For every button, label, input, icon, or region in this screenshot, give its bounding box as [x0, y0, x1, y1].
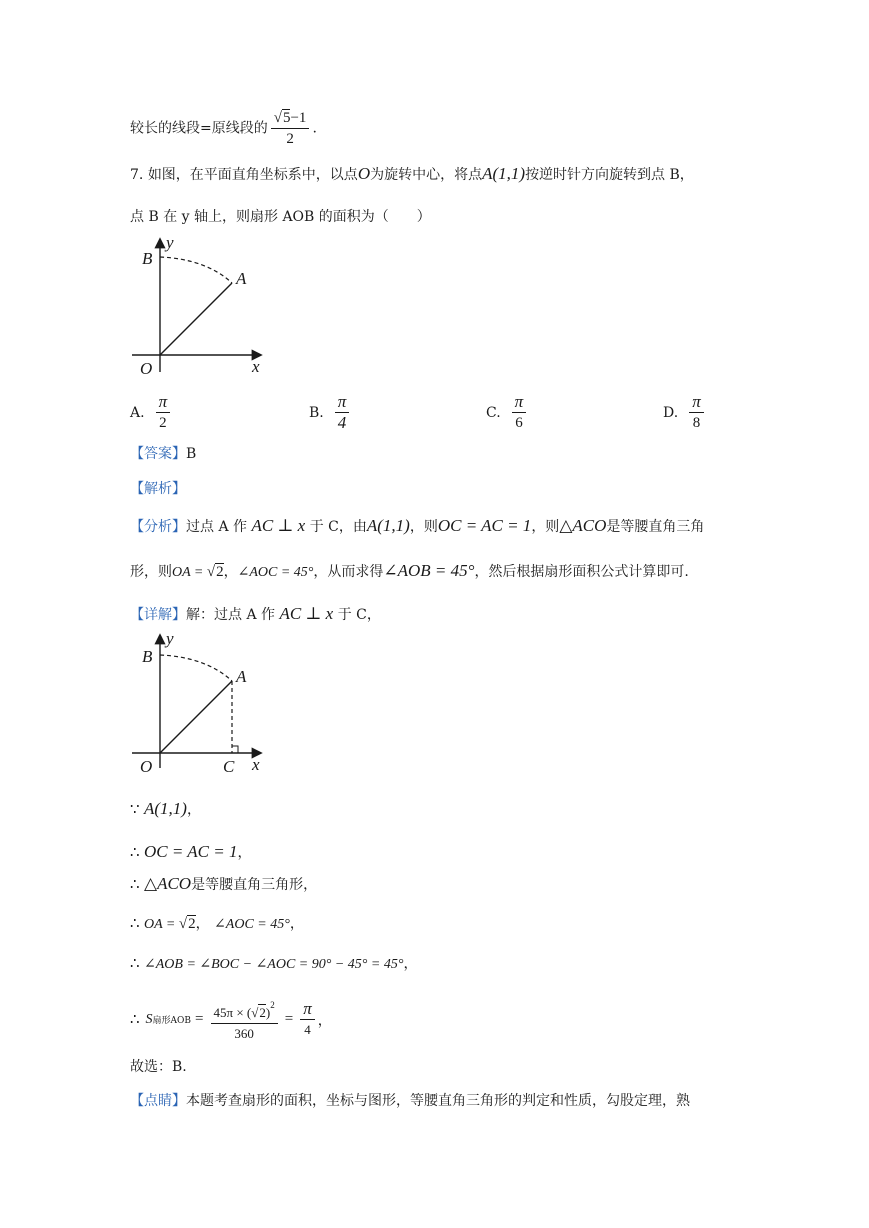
sqrt-radicand: 5: [282, 110, 291, 126]
because-symbol: ∵: [130, 802, 140, 818]
answer-value: B: [186, 446, 197, 462]
step-text: ，: [403, 956, 418, 972]
label-a: A: [236, 667, 247, 686]
arc-ab: [160, 257, 232, 283]
segment-oa: [160, 283, 232, 355]
step-text: ，: [289, 916, 304, 932]
analysis-text: ，从而求得: [313, 564, 384, 580]
label-y: y: [166, 630, 174, 648]
option-letter: B.: [309, 404, 324, 421]
option-fraction: $\frac{\pi}{4}$: [335, 392, 350, 433]
analysis-math: △ACO: [559, 516, 607, 535]
intro-line: [130, 108, 317, 149]
analysis-math: OC = AC = 1: [437, 516, 532, 535]
label-b: B: [142, 647, 153, 666]
question-text-3: 按逆时针方向旋转到点 B，: [525, 167, 694, 183]
equals-sign: =: [284, 1011, 294, 1027]
sqrt-radicand: 2: [216, 564, 224, 580]
intro-prefix: 较长的线段=原线段的: [130, 120, 268, 137]
step-math: ∠AOB = ∠BOC − ∠AOC = 90° − 45° = 45°: [144, 957, 404, 972]
jiexi-line: [130, 478, 186, 498]
therefore-symbol: ∴: [130, 956, 140, 972]
area-fraction: $\frac{45\pi \times (√2)^2}{360}$: [211, 995, 278, 1044]
analysis-text: 形，则: [130, 564, 172, 580]
analysis-math: AC ⊥ x: [251, 516, 306, 535]
detail-text: 解：过点 A 作: [186, 607, 276, 623]
numerator-part: ): [265, 1005, 271, 1020]
analysis-text: ，: [223, 564, 238, 580]
question-text-2: 为旋转中心，将点: [370, 167, 483, 183]
option-a[interactable]: [130, 392, 173, 433]
analysis-tag: 【分析】: [130, 519, 186, 535]
therefore-symbol: ∴: [130, 1012, 140, 1028]
option-d[interactable]: [663, 392, 707, 433]
therefore-symbol: ∴: [130, 916, 140, 932]
conclusion: 故选：B.: [130, 1059, 187, 1075]
label-x: x: [252, 357, 260, 376]
analysis-text: 是等腰直角三角: [606, 519, 705, 535]
dianjing-line: [130, 1090, 690, 1110]
area-symbol: S: [145, 1011, 153, 1027]
question-line-2: [130, 206, 431, 226]
sqrt-radicand: 2: [259, 1005, 266, 1020]
label-a: A: [236, 269, 247, 288]
question-line-1: [130, 164, 694, 184]
point-a: A(1,1): [482, 164, 526, 183]
arc-ab: [160, 655, 232, 681]
option-fraction: $\frac{\pi}{8}$: [689, 392, 704, 433]
therefore-symbol: ∴: [130, 877, 140, 893]
label-y: y: [166, 233, 174, 252]
right-angle-mark: [232, 746, 238, 753]
question-text-1: 如图，在平面直角坐标系中，以点: [147, 167, 358, 183]
detail-line: [130, 604, 381, 624]
step-2: [130, 842, 251, 862]
rotation-center: O: [357, 164, 371, 183]
segment-oa: [160, 681, 232, 753]
step-math: OC = AC = 1: [144, 842, 238, 861]
option-fraction: $\frac{\pi}{6}$: [512, 392, 527, 433]
analysis-text: ，则: [409, 519, 438, 535]
dianjing-tag: 【点睛】: [130, 1093, 186, 1109]
area-subscript: 扇形AOB: [152, 1016, 192, 1026]
option-letter: D.: [663, 404, 679, 421]
option-letter: A.: [130, 404, 145, 421]
label-o: O: [140, 757, 153, 776]
result-fraction: $\frac{\pi}{4}$: [300, 999, 315, 1040]
analysis-math: A(1,1): [366, 516, 410, 535]
question-text-4: 点 B 在 y 轴上，则扇形 AOB 的面积为（ ）: [130, 209, 431, 225]
step-3: [130, 874, 317, 894]
detail-math: AC ⊥ x: [279, 604, 334, 623]
answer-line: [130, 443, 196, 463]
option-c[interactable]: [486, 392, 529, 433]
step-4: ∴ OA = √2， ∠AOC = 45°，: [130, 916, 304, 932]
analysis-math: ∠AOB = 45°: [383, 561, 475, 580]
analysis-math: ∠AOC = 45°: [237, 565, 314, 580]
step-text: ，: [195, 916, 210, 932]
option-letter: C.: [486, 404, 501, 421]
answer-tag: 【答案】: [130, 446, 186, 462]
num-rest: −1: [290, 110, 307, 126]
step-math: OA =: [144, 917, 179, 932]
jiexi-tag: 【解析】: [130, 481, 186, 497]
sqrt-radicand: 2: [188, 916, 196, 932]
option-fraction: $\frac{\pi}{2}$: [156, 392, 171, 433]
analysis-math: OA =: [172, 565, 207, 580]
step-text: ，: [186, 802, 201, 818]
analysis-text: ，则: [531, 519, 560, 535]
fraction-denominator: 2: [286, 131, 294, 147]
detail-tag: 【详解】: [130, 607, 186, 623]
intro-suffix: .: [312, 120, 317, 137]
therefore-symbol: ∴: [130, 845, 140, 861]
label-o: O: [140, 359, 153, 378]
analysis-line-1: [130, 516, 704, 536]
step-math: ∠AOC = 45°: [214, 917, 290, 932]
analysis-text: 于 C，由: [309, 519, 367, 535]
step-text: ，: [317, 1012, 332, 1029]
step-text: ，: [237, 845, 252, 861]
step-math: △ACO: [144, 874, 192, 893]
step-5: [130, 953, 417, 973]
dianjing-text: 本题考查扇形的面积，坐标与图形，等腰直角三角形的判定和性质，勾股定理，熟: [186, 1093, 690, 1109]
label-b: B: [142, 249, 153, 268]
numerator-part: 45π × (: [213, 1005, 252, 1020]
exponent: 2: [270, 1000, 275, 1010]
figure-sector-aob: [128, 232, 268, 382]
analysis-text: ，然后根据扇形面积公式计算即可.: [474, 564, 689, 580]
step-text: 是等腰直角三角形，: [191, 877, 318, 893]
analysis-line-2: 形，则OA = √2，∠AOC = 45°，从而求得∠AOB = 45°，然后根据扇形面积公式计算即可.: [130, 561, 689, 580]
label-c: C: [223, 757, 235, 776]
question-number: 7.: [130, 167, 144, 183]
step-6: [130, 995, 332, 1044]
golden-ratio-fraction: $\frac{√5-1}{2}$: [271, 108, 310, 149]
label-x: x: [252, 755, 260, 774]
equals-sign: =: [195, 1011, 204, 1027]
step-1: [130, 799, 201, 819]
option-b[interactable]: [309, 392, 352, 433]
figure-sector-with-c: [128, 630, 268, 780]
step-math: A(1,1): [144, 799, 187, 818]
analysis-text: 过点 A 作: [186, 519, 248, 535]
denominator: 360: [234, 1026, 254, 1041]
detail-text: 于 C，: [337, 607, 381, 623]
